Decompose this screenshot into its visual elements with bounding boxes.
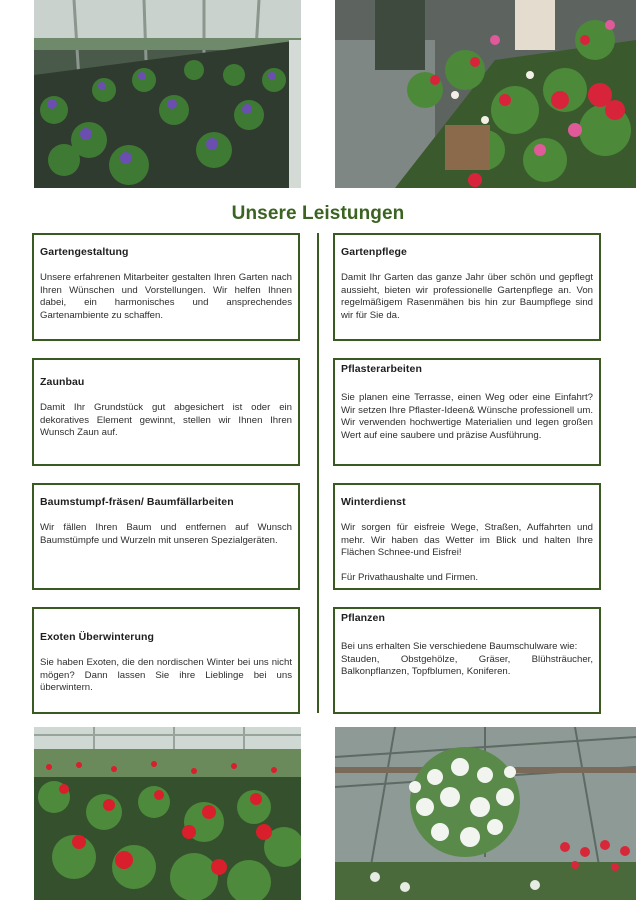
service-description: Wir fällen Ihren Baum und entfernen auf Wunsch Baumstümpfe und Wurzeln mit unseren Spezialgeräten. — [40, 522, 292, 546]
service-title: Pflasterarbeiten — [341, 363, 422, 375]
photo-greenhouse-purple-flowers — [34, 0, 301, 188]
service-card-exoten-ueberwinterung — [32, 607, 300, 714]
service-description: Sie haben Exoten, die den nordischen Winter bei uns nicht mögen? Dann lassen Sie ihre Lieblinge bei uns überwintern. — [40, 657, 292, 693]
service-description: Sie planen eine Terrasse, einen Weg oder eine Einfahrt? Wir setzen Ihre Pflaster-Ideen& Wünsche professionell um. Wir verwenden hochwertige Materialien und legen großen Wert auf eine saubere und präzise Ausführung. — [341, 392, 593, 441]
service-title: Gartengestaltung — [40, 246, 129, 258]
service-description: Damit Ihr Grundstück gut abgesichert ist oder ein dekoratives Element gewinnt, stellen wir Ihnen Ihren Wunsch Zaun auf. — [40, 402, 292, 438]
service-card-gartenpflege — [333, 233, 601, 341]
service-title: Gartenpflege — [341, 246, 407, 258]
service-title: Winterdienst — [341, 496, 406, 508]
service-card-zaunbau — [32, 358, 300, 466]
photo-greenhouse-white-hanging-basket — [335, 727, 636, 900]
service-card-winterdienst — [333, 483, 601, 590]
service-card-pflasterarbeiten — [333, 358, 601, 466]
service-card-pflanzen — [333, 607, 601, 714]
service-card-gartengestaltung — [32, 233, 300, 341]
service-title: Exoten Überwinterung — [40, 631, 155, 643]
service-title: Zaunbau — [40, 376, 85, 388]
service-description: Unsere erfahrenen Mitarbeiter gestalten Ihren Garten nach Ihren Wünschen und Vorstellungen. Wir helfen Ihnen dabei, ein harmonisches und ansprechendes Gartenambiente zu schaffen. — [40, 272, 292, 321]
photo-garden-center-geraniums — [335, 0, 636, 188]
service-description: Wir sorgen für eisfreie Wege, Straßen, Auffahrten und mehr. Wir haben das Wetter im Blick und halten Ihre Flächen Schnee-und Eisfrei! — [341, 522, 593, 558]
service-description: Bei uns erhalten Sie verschiedene Baumschulware wie: — [341, 641, 578, 652]
service-card-baumstumpf-fraesen — [32, 483, 300, 590]
service-note: Für Privathaushalte und Firmen. — [341, 571, 479, 583]
service-plant-list: Stauden, Obstgehölze, Gräser, Blühsträucher, Balkonpflanzen, Topfblumen, Koniferen. — [341, 653, 593, 677]
service-title: Pflanzen — [341, 612, 385, 624]
section-title: Unsere Leistungen — [231, 203, 405, 224]
photo-greenhouse-red-geraniums — [34, 727, 301, 900]
service-description: Damit Ihr Garten das ganze Jahr über schön und gepflegt aussieht, bieten wir professionelle Gartenpflege an. Von regelmäßigem Rasenmähen bis hin zur Baumpflege sind wir für Sie da. — [341, 272, 593, 321]
service-title: Baumstumpf-fräsen/ Baumfällarbeiten — [40, 496, 234, 508]
column-divider — [317, 233, 319, 713]
